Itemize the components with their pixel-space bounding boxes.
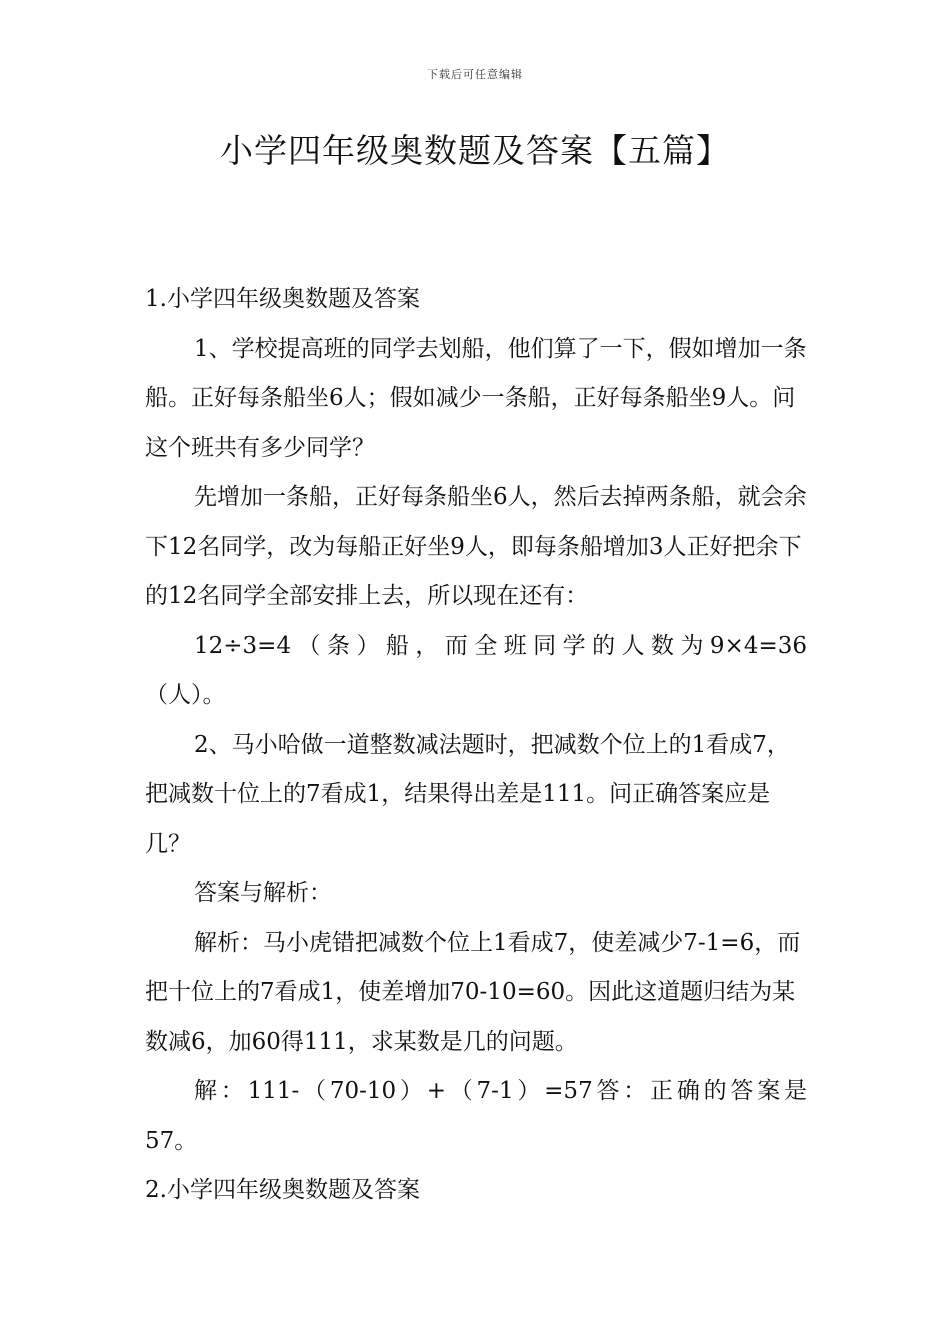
document-title: 小学四年级奥数题及答案【五篇】 xyxy=(220,131,730,170)
question-1-calculation: 12÷3=4（条）船，而全班同学的人数为9×4=36 xyxy=(194,632,807,659)
question-1-solution: 先增加一条船，正好每条船坐6人，然后去掉两条船，就会余下12名同学，改为每船正好坐9人，即每条船增加3人正好把余下的12名同学全部安排上去，所以现在还有： xyxy=(145,484,807,609)
question-2-solution-end: 57。 xyxy=(145,1127,198,1154)
question-1: 1、学校提高班的同学去划船，他们算了一下，假如增加一条船。正好每条船坐6人；假如减少一条船，正好每条船坐9人。问这个班共有多少同学？ xyxy=(145,335,807,461)
question-2-solution: 解：111-（70-10）+（7-1）=57答：正确的答案是 xyxy=(194,1078,807,1104)
question-2-analysis: 解析：马小虎错把减数个位上1看成7，使差减少7-1=6，而把十位上的7看成1，使差增加70-10=60。因此这道题归结为某数减6，加60得111，求某数是几的问题。 xyxy=(145,929,801,1055)
question-1-calculation-end: （人）。 xyxy=(145,682,226,708)
document-body xyxy=(145,275,807,1216)
header-note: 下载后可任意编辑 xyxy=(427,68,523,81)
section-heading-1: 1.小学四年级奥数题及答案 xyxy=(145,286,420,312)
question-2: 2、马小哈做一道整数减法题时，把减数个位上的1看成7，把减数十位上的7看成1，结果得出差是111。问正确答案应是几？ xyxy=(145,731,790,857)
section-heading-2: 2.小学四年级奥数题及答案 xyxy=(145,1177,420,1203)
question-2-answer-label: 答案与解析： xyxy=(194,880,332,906)
